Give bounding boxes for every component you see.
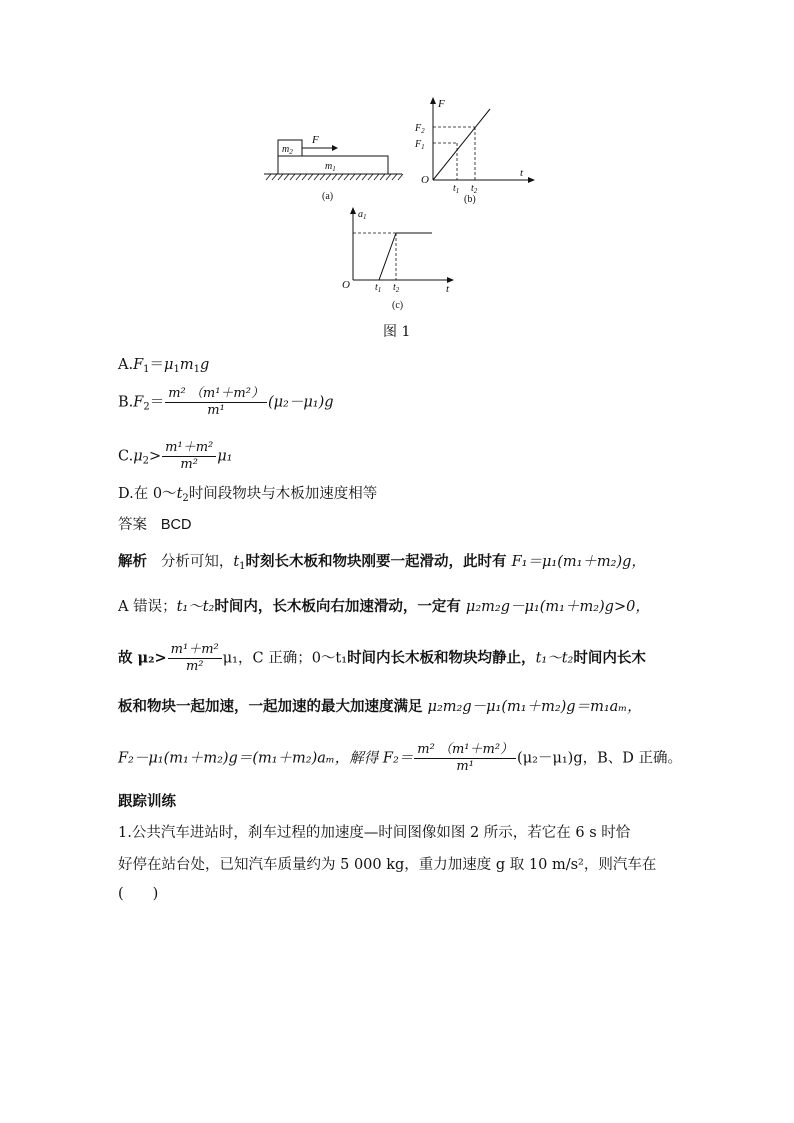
figure-title: 图 1 (383, 324, 411, 340)
b-x-arrow (528, 177, 535, 183)
analysis-line-3: 故 μ₂> $\frac{\text{m¹＋m²}}{\text{m²}}$ μ₁，C 正确；0～t₁时间内长木板和物块均静止，t₁～t₂时间内长木 (118, 642, 646, 674)
practice-title: 跟踪训练 (118, 793, 176, 810)
analysis-line-4: 板和物块一起加速，一起加速的最大加速度满足 μ₂m₂g－μ₁(m₁＋m₂)g＝m₁aₘ， (118, 698, 642, 715)
c-y-label: $a_1$ (358, 209, 367, 221)
b-x-label: t (520, 167, 524, 179)
practice-q1-line-3: ( ) (118, 886, 159, 902)
option-a: $A.F_1=\mu_1m_1g$ (118, 357, 210, 375)
b-y-arrow (430, 97, 436, 104)
ground-hatch (266, 174, 403, 180)
option-d: D.在 $0\sim t_2$时间段物块与木板加速度相等 (118, 486, 378, 504)
analysis-label: 解析 (118, 553, 147, 570)
practice-q1-line-1: 1.公共汽车进站时，刹车过程的加速度—时间图像如图 2 所示，若它在 6 s 时恰 (118, 825, 631, 841)
analysis-line-1: 解析 分析可知，$t_1$时刻长木板和物块刚要一起滑动，此时有 F₁＝μ₁(m₁＋m₂)g， (118, 553, 646, 572)
block-m2-label: $m_2$ (282, 144, 293, 156)
option-c: $C.\mu_2>$ $\frac{\text{m¹＋m²}}{\text{m²}}$ μ₁ (118, 440, 233, 472)
b-t1-label: $t_1$ (453, 183, 460, 195)
b-f2-label: $F_2$ (415, 123, 425, 135)
b-origin: O (421, 174, 429, 186)
figure-a-caption: (a) (322, 191, 334, 202)
option-b-fraction: $\frac{\text{m² （m¹＋m²）}}{\text{m¹}}$ (165, 386, 267, 419)
option-b: $B.F_2=$ $\frac{\text{m² （m¹＋m²）}}{\text{m¹}}$ (μ₂－μ₁)g (118, 386, 334, 418)
c-x-label: t (446, 283, 450, 295)
figure-c (336, 204, 456, 316)
analysis-line-2: A 错误；t₁～t₂时间内，长木板向右加速滑动，一定有 μ₂m₂g－μ₁(m₁＋m₂)g>0， (118, 598, 650, 615)
b-t2-label: $t_2$ (471, 183, 478, 195)
board-m1-label: $m_1$ (325, 161, 336, 173)
figure-b-caption: (b) (464, 194, 476, 205)
b-y-label: F (438, 98, 445, 110)
c-y-arrow (350, 207, 356, 214)
c-a-ramp (379, 233, 396, 280)
figure-b (412, 94, 536, 206)
option-c-fraction: $\frac{\text{m¹＋m²}}{\text{m²}}$ (162, 440, 216, 473)
answer-line (118, 515, 191, 535)
c-t2-label: $t_2$ (393, 282, 400, 294)
analysis-fraction-1: $\frac{\text{m¹＋m²}}{\text{m²}}$ (168, 642, 222, 675)
practice-q1-line-2: 好停在站台处，已知汽车质量约为 5 000 kg，重力加速度 g 取 10 m/s²，则汽车在 (118, 857, 657, 873)
answer-value: BCD (160, 517, 192, 533)
force-arrowhead (332, 145, 338, 151)
answer-label: 答案 (118, 517, 147, 533)
b-f-line (433, 109, 490, 180)
b-f1-label: $F_1$ (415, 139, 425, 151)
figure-a (262, 128, 404, 204)
figure-c-caption: (c) (392, 300, 404, 311)
force-label: F (312, 134, 319, 146)
c-t1-label: $t_1$ (375, 282, 382, 294)
analysis-fraction-2: $\frac{\text{m² （m¹＋m²）}}{\text{m¹}}$ (414, 742, 516, 775)
analysis-line-5: F₂－μ₁(m₁＋m₂)g＝(m₁＋m₂)aₘ，解得 F₂＝ $\frac{\text{m² （m¹＋m²）}}{\text{m¹}}$ (μ₂－μ₁)g，B、D 正确。 (118, 742, 683, 774)
c-origin: O (342, 279, 350, 291)
